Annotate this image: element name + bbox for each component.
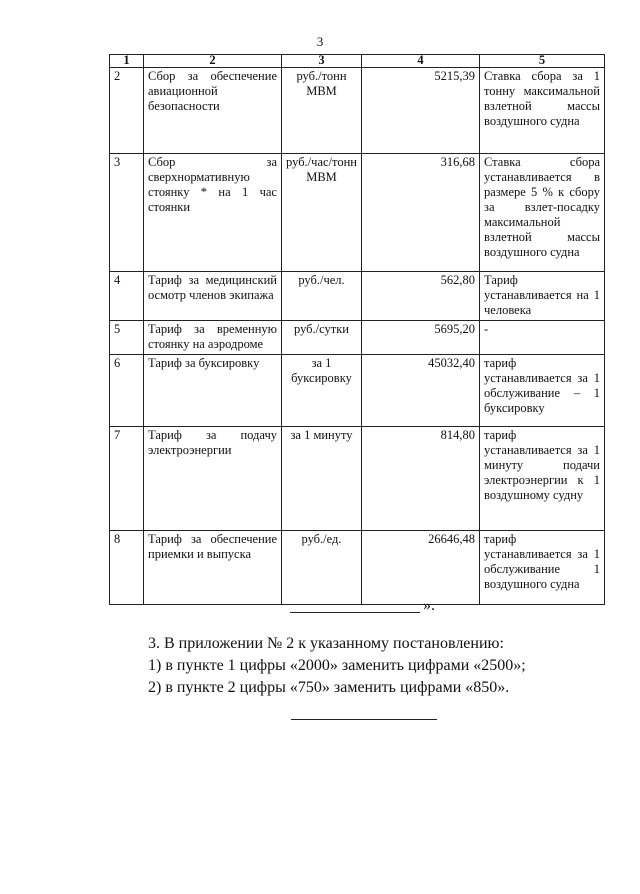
- page-number: 3: [316, 34, 324, 49]
- row-note: -: [480, 321, 605, 355]
- paragraph-item-3: 3. В приложении № 2 к указанному постановлению:: [148, 635, 504, 652]
- table-row: [110, 272, 605, 321]
- row-number: 7: [110, 427, 144, 531]
- row-unit: руб./чел.: [282, 272, 362, 321]
- row-value: 45032,40: [362, 355, 480, 427]
- row-number: 2: [110, 68, 144, 154]
- row-value: 316,68: [362, 154, 480, 272]
- table-row: [110, 355, 605, 427]
- row-unit: руб./тонн МВМ: [282, 68, 362, 154]
- row-number: 6: [110, 355, 144, 427]
- table-row: [110, 321, 605, 355]
- row-note: тариф устанавливается за 1 минуту подачи электроэнергии к 1 воздушному судну: [480, 427, 605, 531]
- tariff-table: [109, 54, 605, 605]
- row-number: 3: [110, 154, 144, 272]
- column-header: 4: [362, 55, 480, 68]
- row-unit: за 1 минуту: [282, 427, 362, 531]
- row-name: Сбор за обеспечение авиационной безопасности: [144, 68, 282, 154]
- row-value: 562,80: [362, 272, 480, 321]
- paragraph-sub-item-2: 2) в пункте 2 цифры «750» заменить цифрами «850».: [148, 679, 510, 696]
- row-number: 5: [110, 321, 144, 355]
- row-note: Ставка сбора устанавливается в размере 5 % к сбору за взлет-посадку максимальной взлетной массы воздушного судна: [480, 154, 605, 272]
- blank-underline: [290, 612, 420, 613]
- row-name: Тариф за обеспечение приемки и выпуска: [144, 531, 282, 605]
- row-name: Тариф за буксировку: [144, 355, 282, 427]
- row-name: Тариф за подачу электроэнергии: [144, 427, 282, 531]
- table-row: [110, 68, 605, 154]
- row-number: 8: [110, 531, 144, 605]
- table-row: [110, 154, 605, 272]
- row-name: Сбор за сверхнормативную стоянку * на 1 час стоянки: [144, 154, 282, 272]
- row-name: Тариф за временную стоянку на аэродроме: [144, 321, 282, 355]
- row-name: Тариф за медицинский осмотр членов экипажа: [144, 272, 282, 321]
- row-unit: руб./сутки: [282, 321, 362, 355]
- row-note: Ставка сбора за 1 тонну максимальной взлетной массы воздушного судна: [480, 68, 605, 154]
- row-unit: руб./час/тонн МВМ: [282, 154, 362, 272]
- table-header-row: [110, 55, 605, 68]
- row-note: Тариф устанавливается на 1 человека: [480, 272, 605, 321]
- row-unit: за 1 буксировку: [282, 355, 362, 427]
- column-header: 2: [144, 55, 282, 68]
- table-row: [110, 427, 605, 531]
- row-value: 814,80: [362, 427, 480, 531]
- row-unit: руб./ед.: [282, 531, 362, 605]
- closing-quote: ».: [423, 597, 435, 614]
- table-row: [110, 531, 605, 605]
- end-separator-line: [291, 719, 437, 720]
- row-note: тариф устанавливается за 1 обслуживание – 1 буксировку: [480, 355, 605, 427]
- row-value: 5695,20: [362, 321, 480, 355]
- paragraph-sub-item-1: 1) в пункте 1 цифры «2000» заменить цифрами «2500»;: [148, 657, 526, 674]
- column-header: 1: [110, 55, 144, 68]
- row-value: 26646,48: [362, 531, 480, 605]
- column-header: 5: [480, 55, 605, 68]
- row-value: 5215,39: [362, 68, 480, 154]
- row-number: 4: [110, 272, 144, 321]
- column-header: 3: [282, 55, 362, 68]
- row-note: тариф устанавливается за 1 обслуживание 1 воздушного судна: [480, 531, 605, 605]
